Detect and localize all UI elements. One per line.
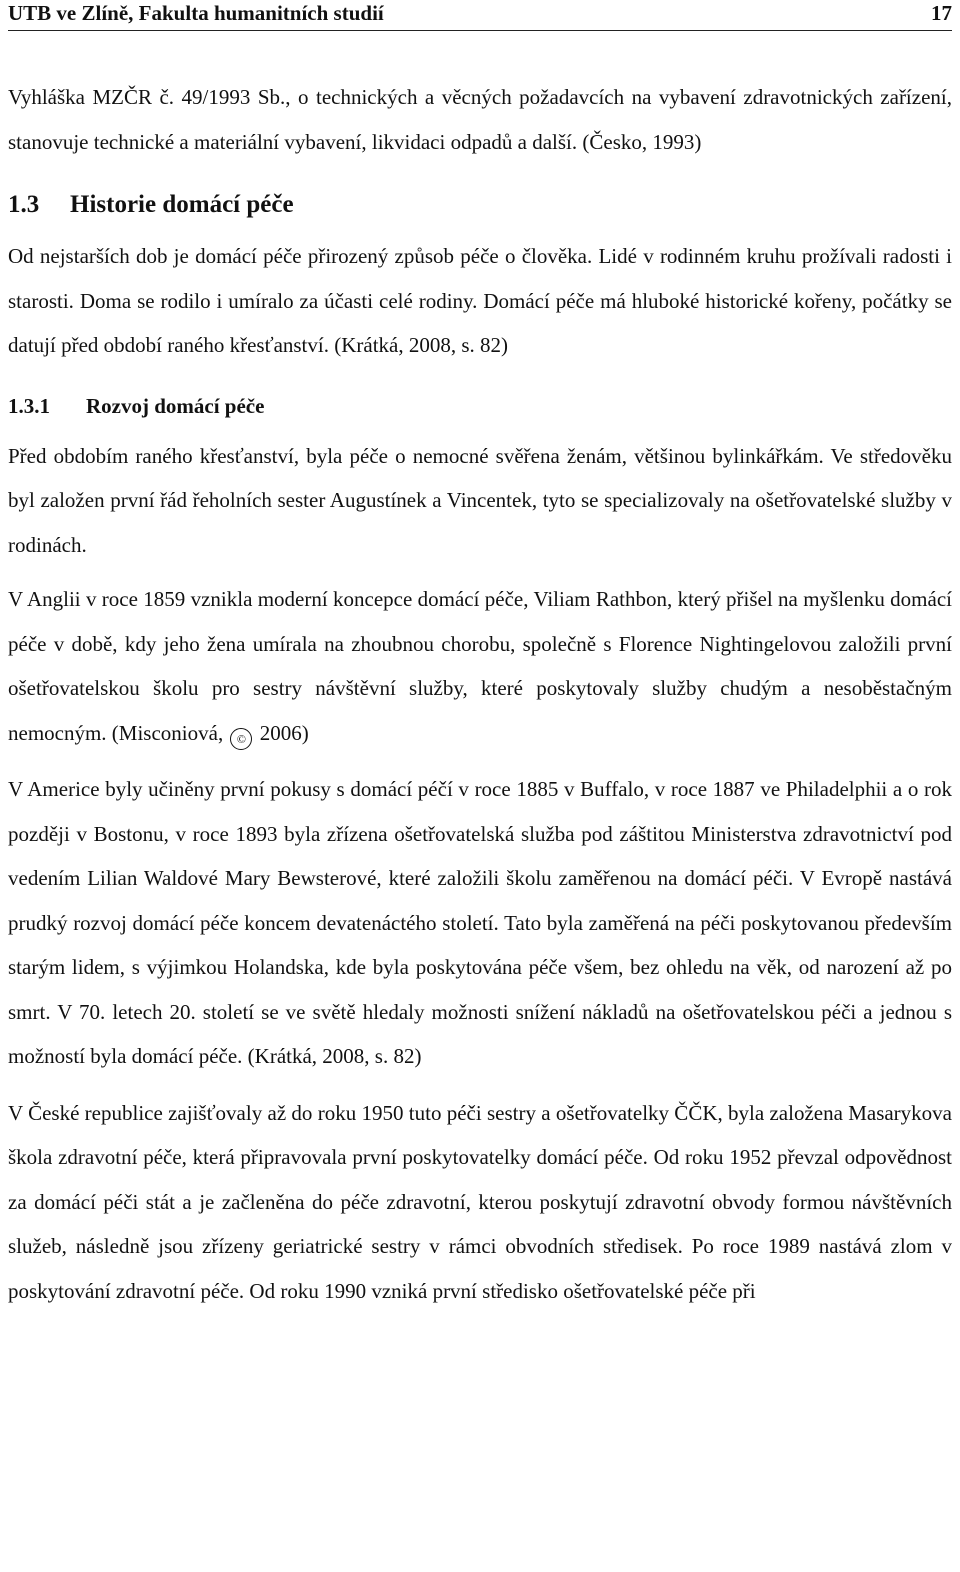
section-number: 1.3 [8, 191, 40, 218]
paragraph-america-europe: V Americe byly učiněny první pokusy s domácí péčí v roce 1885 v Buffalo, v roce 1887 ve Philadelphii a o rok později v Bostonu, v roce 1893 byla zřízena ošetřovatelská služba pod záštitou Ministerstva zdravotnictví pod vedením Lilian Waldové Mary Bewsterové, které založili školu zaměřenou na domácí péči. V Evropě nastává prudký rozvoj domácí péče koncem devatenáctého století. Tato byla zaměřená na péči poskytovanou především starým lidem, s výjimkou Holandska, kde byla poskytována péče všem, bez ohledu na věk, od narození až po smrt. V 70. letech 20. století se ve světě hledaly možnosti snížení nákladů na ošetřovatelskou péči a jednou s možností byla domácí péče. (Krátká, 2008, s. 82) [8, 777, 952, 1068]
page-number: 17 [931, 1, 952, 25]
paragraph-czech-republic: V České republice zajišťovaly až do roku 1950 tuto péči sestry a ošetřovatelky ČČK, byla založena Masarykova škola zdravotní péče, která připravovala první poskytovatelky domácí péče. Od roku 1952 převzal odpovědnost za domácí péči stát a je začleněna do péče zdravotní, kterou poskytují zdravotní obvody formou návštěvních služeb, následně jsou zřízeny geriatrické sestry v rámci obvodních středisek. Po roce 1989 nastává zlom v poskytování zdravotní péče. Od roku 1990 vzniká první středisko ošetřovatelské péče při [8, 1100, 952, 1303]
header-title: UTB ve Zlíně, Fakulta humanitních studií [8, 1, 384, 25]
subsection-heading-1-3-1 [8, 392, 952, 420]
subsection-number: 1.3.1 [8, 393, 50, 418]
paragraph-england [8, 577, 952, 755]
section-title: Historie domácí péče [70, 191, 294, 218]
paragraph-england-text: V Anglii v roce 1859 vznikla moderní koncepce domácí péče, Viliam Rathbon, který přišel na myšlenku domácí péče v době, kdy jeho žena umírala na zhoubnou chorobu, společně s Florence Nightingelovou založili první ošetřovatelskou školu pro sestry návštěvní služby, které poskytovaly služby chudým a nesoběstačným nemocným. (Misconiová, [8, 587, 952, 745]
document-page [8, 0, 952, 1313]
subsection-title: Rozvoj domácí péče [86, 393, 265, 418]
citation-year: 2006) [259, 720, 309, 745]
section-heading-1-3 [8, 190, 952, 220]
page-header [8, 0, 952, 31]
copyright-icon: © [230, 728, 252, 750]
history-paragraph: Od nejstarších dob je domácí péče přirozený způsob péče o člověka. Lidé v rodinném kruhu prožívali radosti i starosti. Doma se rodilo i umíralo za účasti celé rodiny. Domácí péče má hluboké historické kořeny, počátky se datují před období raného křesťanství. (Krátká, 2008, s. 82) [8, 244, 952, 357]
paragraph-early-history: Před obdobím raného křesťanství, byla péče o nemocné svěřena ženám, většinou bylinkářkám. Ve středověku byl založen první řád řeholních sester Augustínek a Vincentek, tyto se specializovaly na ošetřovatelské služby v rodinách. [8, 443, 952, 557]
intro-paragraph: Vyhláška MZČR č. 49/1993 Sb., o technických a věcných požadavcích na vybavení zdravotnických zařízení, stanovuje technické a materiální vybavení, likvidaci odpadů a další. (Česko, 1993) [8, 85, 952, 154]
